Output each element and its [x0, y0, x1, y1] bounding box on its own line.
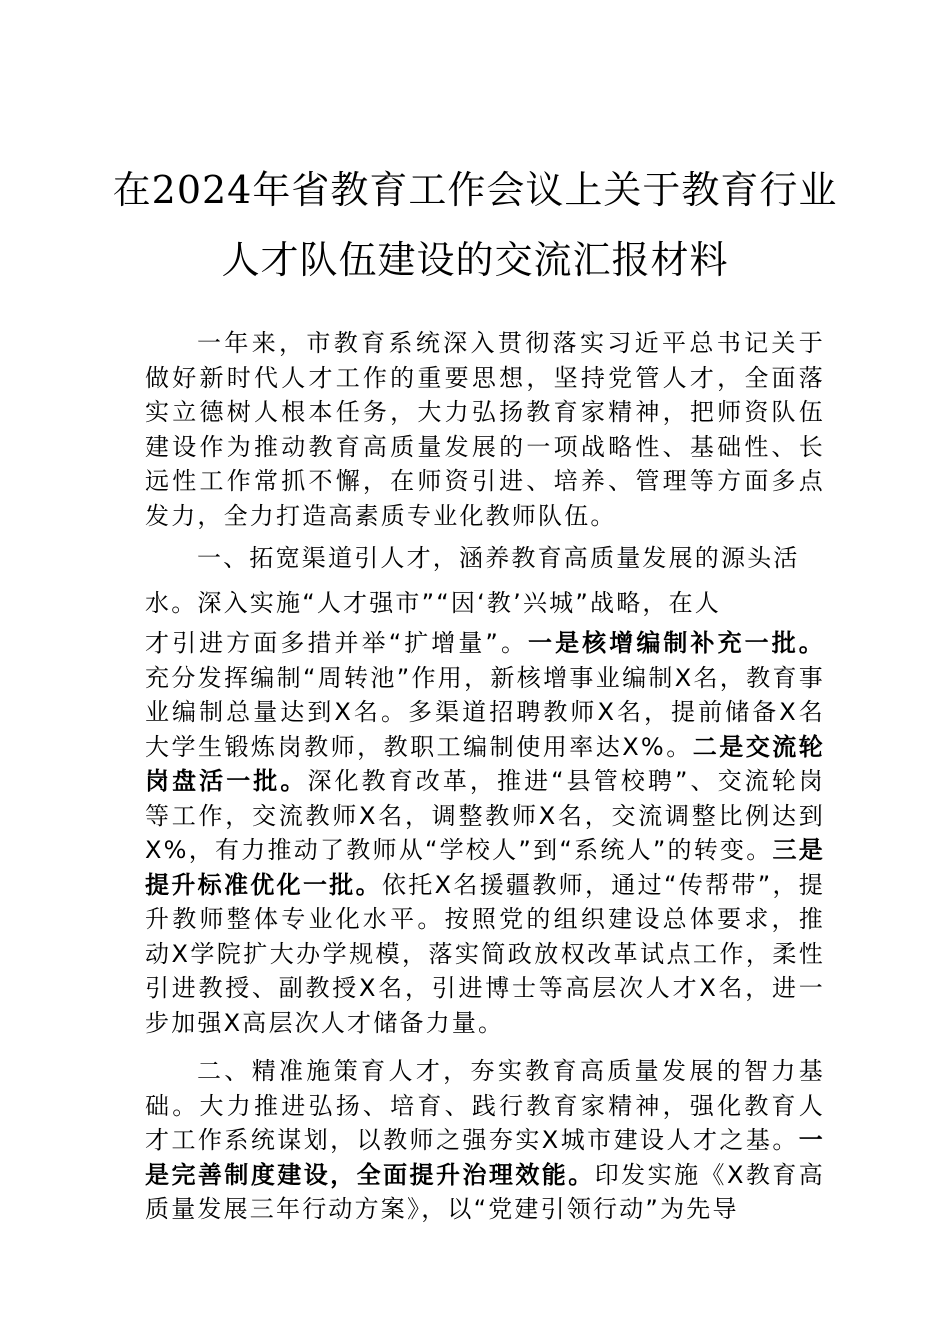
section-1-point-3-text: 依托X名援疆教师，通过“传帮带”，提升教师整体专业化水平。按照党的组织建设总体要求，推动X学院扩大办学规模，落实简政放权改革试点工作，柔性引进教授、副教授X名，引进博士等高层次人才X名，进一步加强X高层次人才储备力量。	[145, 870, 825, 1037]
section-1-heading-line-1: 一、拓宽渠道引人才，涵养教育高质量发展的源头活	[197, 544, 800, 572]
document-title-line-1: 在2024年省教育工作会议上关于教育行业	[112, 168, 838, 212]
section-1-point-3-heading: 三是提升标准优化一批。	[145, 836, 825, 899]
section-1-point-1-text: 充分发挥编制“周转池”作用，新核增事业编制X名，教育事业编制总量达到X名。多渠道招聘教师X名，提前储备X名大学生锻炼岗教师，教职工编制使用率达X%。	[145, 663, 825, 761]
section-1-heading-line-2: 水。深入实施“人才强市”“因‘教’兴城”战略，在人	[145, 589, 721, 617]
section-1-point-1-heading: 一是核增编制补充一批。	[528, 629, 825, 657]
section-1-point-2-text: 深化教育改革，推进“县管校聘”、交流轮岗等工作，交流教师X名，调整教师X名，交流调整比例达到X%，有力推动了教师从“学校人”到“系统人”的转变。	[145, 767, 825, 864]
section-1-point-2-heading: 二是交流轮岗盘活一批。	[145, 732, 825, 795]
section-2-point-1-heading: 一是完善制度建设，全面提升治理效能。	[145, 1126, 825, 1189]
document-title-line-2: 人才队伍建设的交流汇报材料	[221, 238, 729, 282]
paragraph-section-1	[145, 536, 825, 1040]
paragraph-intro: 一年来，市教育系统深入贯彻落实习近平总书记关于做好新时代人才工作的重要思想，坚持党管人才，全面落实立德树人根本任务，大力弘扬教育家精神，把师资队伍建设作为推动教育高质量发展的一项战略性、基础性、长远性工作常抓不懈，在师资引进、培养、管理等方面多点发力，全力打造高素质专业化教师队伍。	[145, 329, 825, 530]
section-2-heading-text: 二、精准施策育人才，夯实教育高质量发展的智力基础。大力推进弘扬、培育、践行教育家精神，强化教育人才工作系统谋划，以教师之强夯实X城市建设人才之基。	[145, 1057, 825, 1154]
section-2-point-1-text: 印发实施《X教育高质量发展三年行动方案》，以“党建引领行动”为先导	[145, 1160, 825, 1223]
section-1-heading-line-3: 才引进方面多措并举“扩增量”。	[145, 629, 529, 657]
paragraph-section-2	[145, 1054, 825, 1227]
